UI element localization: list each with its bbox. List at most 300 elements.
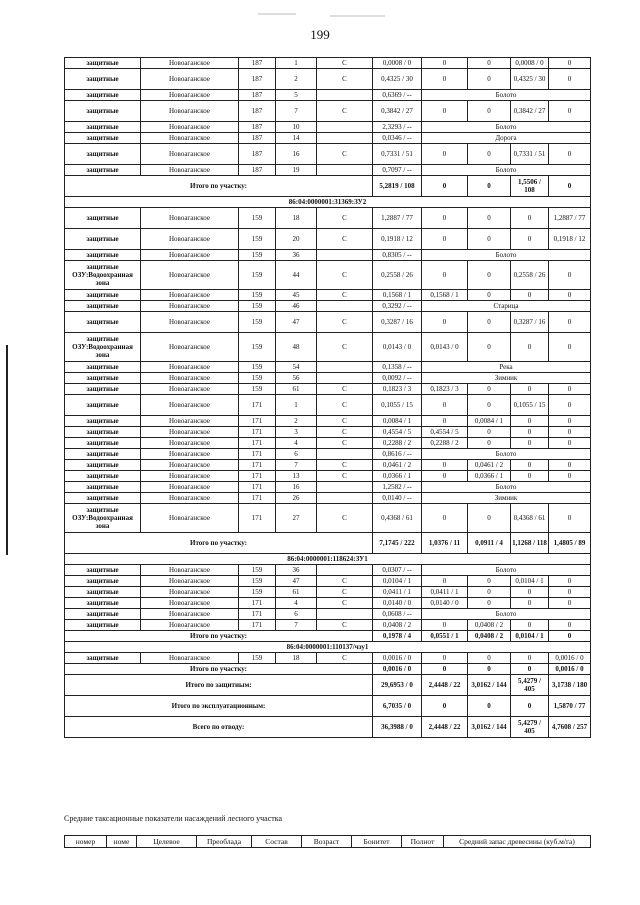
table-cell: 0 <box>422 620 468 631</box>
table-cell: 0,2288 / 2 <box>373 438 422 449</box>
table-cell: С <box>317 416 373 427</box>
table-cell: 0,1358 / -- <box>373 362 422 373</box>
table-cell: 2,3293 / -- <box>373 122 422 133</box>
table-cell: 0,0143 / 0 <box>373 333 422 362</box>
land-type-cell: Зимник <box>422 373 591 384</box>
table-cell: 0 <box>549 312 591 333</box>
table-cell: 0 <box>468 395 511 416</box>
table-cell: 0 <box>422 576 468 587</box>
table-cell <box>317 133 373 144</box>
total-value: 36,3988 / 0 <box>373 717 422 738</box>
table-cell: 0,3287 / 16 <box>511 312 549 333</box>
table-cell: 0,8305 / -- <box>373 250 422 261</box>
table-cell: 0,4325 / 30 <box>373 69 422 90</box>
table-cell: защитные <box>65 312 141 333</box>
table-cell: защитные ОЗУ:Водоохранная зона <box>65 333 141 362</box>
table-cell: защитные <box>65 122 141 133</box>
table-cell: 171 <box>239 449 276 460</box>
table-cell: 0,0092 / -- <box>373 373 422 384</box>
table-cell: 0,1918 / 12 <box>549 229 591 250</box>
table-cell: Новоаганское <box>141 58 239 69</box>
total-label: Итого по участку: <box>65 664 373 675</box>
table-row <box>65 290 591 301</box>
table-cell: защитные <box>65 395 141 416</box>
table-cell: 61 <box>276 587 317 598</box>
total-value: 1,5506 / 108 <box>511 176 549 197</box>
table-cell: 0,4368 / 61 <box>373 504 422 533</box>
table-cell: С <box>317 598 373 609</box>
table-cell: Новоаганское <box>141 416 239 427</box>
table-cell: 171 <box>239 438 276 449</box>
table-cell: Новоаганское <box>141 144 239 165</box>
table-cell: Новоаганское <box>141 565 239 576</box>
table-cell: 0,0408 / 2 <box>468 620 511 631</box>
land-type-cell: Болото <box>422 250 591 261</box>
table-cell: 187 <box>239 101 276 122</box>
table-cell: 0,1918 / 12 <box>373 229 422 250</box>
table-cell <box>317 493 373 504</box>
total-value: 0,0016 / 0 <box>373 664 422 675</box>
table-cell: 171 <box>239 620 276 631</box>
table-row <box>65 565 591 576</box>
table-cell: 0,0084 / 1 <box>373 416 422 427</box>
table-cell: 0 <box>422 504 468 533</box>
table-cell: 0,0008 / 0 <box>511 58 549 69</box>
table-cell: Новоаганское <box>141 609 239 620</box>
land-type-cell: Болото <box>422 449 591 460</box>
table-cell: 0,7331 / 51 <box>373 144 422 165</box>
table-cell: С <box>317 587 373 598</box>
table-cell: 54 <box>276 362 317 373</box>
table-cell <box>317 362 373 373</box>
table-cell: 0,0366 / 1 <box>468 471 511 482</box>
total-value: 3,0162 / 144 <box>468 675 511 696</box>
table-cell: 159 <box>239 333 276 362</box>
table-cell: С <box>317 653 373 664</box>
taxation-header-row <box>65 836 591 848</box>
taxation-header-table <box>64 835 591 848</box>
table-cell: 16 <box>276 144 317 165</box>
table-cell: С <box>317 438 373 449</box>
table-cell: 16 <box>276 482 317 493</box>
total-label: Итого по участку: <box>65 631 373 642</box>
allotment-table <box>64 57 591 738</box>
total-value: 0,0551 / 1 <box>422 631 468 642</box>
table-cell: Новоаганское <box>141 101 239 122</box>
table-cell: 7 <box>276 101 317 122</box>
table-cell: С <box>317 620 373 631</box>
table-row <box>65 165 591 176</box>
table-cell: С <box>317 460 373 471</box>
column-header: номе <box>107 836 137 848</box>
table-cell: 171 <box>239 427 276 438</box>
scan-artifact <box>330 15 385 17</box>
table-cell <box>317 301 373 312</box>
table-cell: защитные ОЗУ:Водоохранная зона <box>65 504 141 533</box>
total-row <box>65 533 591 554</box>
table-cell: 7 <box>276 620 317 631</box>
table-cell: Новоаганское <box>141 427 239 438</box>
table-cell: 0 <box>511 438 549 449</box>
table-cell: 0 <box>549 416 591 427</box>
total-value: 1,1268 / 118 <box>511 533 549 554</box>
table-cell: 0 <box>549 58 591 69</box>
table-cell: 0,0140 / 0 <box>373 598 422 609</box>
total-value: 2,4448 / 22 <box>422 675 468 696</box>
table-cell: 0 <box>468 653 511 664</box>
table-row <box>65 598 591 609</box>
table-cell: 0 <box>549 598 591 609</box>
table-cell: 0 <box>422 395 468 416</box>
table-row <box>65 620 591 631</box>
land-type-cell: Болото <box>422 609 591 620</box>
table-cell: 45 <box>276 290 317 301</box>
table-cell: 0 <box>468 58 511 69</box>
table-cell: 0,1055 / 15 <box>373 395 422 416</box>
table-cell: 48 <box>276 333 317 362</box>
table-row <box>65 69 591 90</box>
table-cell: 0 <box>422 208 468 229</box>
table-row <box>65 438 591 449</box>
table-cell: 0 <box>511 620 549 631</box>
table-cell: защитные <box>65 101 141 122</box>
table-cell: 0 <box>549 395 591 416</box>
table-cell: 3 <box>276 427 317 438</box>
table-cell: 0 <box>468 384 511 395</box>
table-cell: Новоаганское <box>141 576 239 587</box>
table-row <box>65 576 591 587</box>
table-cell: 0 <box>549 333 591 362</box>
table-cell: Новоаганское <box>141 250 239 261</box>
table-cell: защитные <box>65 165 141 176</box>
total-label: Итого по эксплуатационным: <box>65 696 373 717</box>
land-type-cell: Болото <box>422 122 591 133</box>
table-cell: защитные <box>65 144 141 165</box>
table-cell: 187 <box>239 58 276 69</box>
table-cell: защитные <box>65 460 141 471</box>
table-cell: 171 <box>239 460 276 471</box>
table-cell: защитные <box>65 438 141 449</box>
total-value: 1,4805 / 89 <box>549 533 591 554</box>
table-cell: Новоаганское <box>141 373 239 384</box>
total-row <box>65 717 591 738</box>
table-cell: защитные ОЗУ:Водоохранная зона <box>65 261 141 290</box>
land-type-cell: Болото <box>422 482 591 493</box>
column-header: Бонитет <box>352 836 402 848</box>
table-cell: защитные <box>65 58 141 69</box>
table-cell: защитные <box>65 598 141 609</box>
total-value: 0 <box>468 176 511 197</box>
table-cell: С <box>317 384 373 395</box>
table-cell: 0,2558 / 26 <box>373 261 422 290</box>
table-cell: 159 <box>239 261 276 290</box>
table-cell: 0,0140 / 0 <box>422 598 468 609</box>
table-cell: 0 <box>468 598 511 609</box>
table-cell: 0,8616 / -- <box>373 449 422 460</box>
table-cell: 171 <box>239 609 276 620</box>
table-cell: 2 <box>276 416 317 427</box>
table-row <box>65 133 591 144</box>
table-cell: Новоаганское <box>141 493 239 504</box>
table-cell: 0 <box>422 58 468 69</box>
table-cell: 0 <box>549 69 591 90</box>
total-value: 29,6953 / 0 <box>373 675 422 696</box>
cadastral-section-row <box>65 642 591 653</box>
table-cell: 18 <box>276 208 317 229</box>
table-cell: Новоаганское <box>141 261 239 290</box>
total-value: 5,4279 / 405 <box>511 717 549 738</box>
table-cell: 0,3287 / 16 <box>373 312 422 333</box>
column-header: Целевое <box>137 836 197 848</box>
table-cell: 0,6369 / -- <box>373 90 422 101</box>
total-value: 0 <box>549 631 591 642</box>
table-cell: 0 <box>468 438 511 449</box>
cadastral-section-row <box>65 554 591 565</box>
table-cell: защитные <box>65 427 141 438</box>
table-cell: 0,0104 / 1 <box>373 576 422 587</box>
total-value: 0 <box>422 664 468 675</box>
table-cell <box>317 250 373 261</box>
table-cell: защитные <box>65 482 141 493</box>
total-label: Итого по участку: <box>65 533 373 554</box>
scan-artifact <box>258 13 296 15</box>
land-type-cell: Болото <box>422 165 591 176</box>
table-cell: защитные <box>65 416 141 427</box>
column-header: номер <box>65 836 107 848</box>
table-cell: 4 <box>276 438 317 449</box>
total-row <box>65 675 591 696</box>
table-cell: С <box>317 471 373 482</box>
table-cell: 0,7097 / -- <box>373 165 422 176</box>
table-cell: 46 <box>276 301 317 312</box>
table-cell: 0 <box>468 290 511 301</box>
table-cell: 0,0411 / 1 <box>373 587 422 598</box>
table-cell: 171 <box>239 482 276 493</box>
land-type-cell: Дорога <box>422 133 591 144</box>
total-value: 0 <box>511 664 549 675</box>
total-value: 0 <box>511 696 549 717</box>
table-cell <box>317 449 373 460</box>
column-header: Преоблада <box>197 836 252 848</box>
table-cell: 47 <box>276 576 317 587</box>
table-cell: 0,4554 / 5 <box>373 427 422 438</box>
table-cell: защитные <box>65 384 141 395</box>
total-value: 1,5870 / 77 <box>549 696 591 717</box>
table-cell: защитные <box>65 69 141 90</box>
table-row <box>65 384 591 395</box>
table-cell: защитные <box>65 576 141 587</box>
table-cell: Новоаганское <box>141 504 239 533</box>
table-cell: 0 <box>511 208 549 229</box>
total-value: 0,1978 / 4 <box>373 631 422 642</box>
table-cell: 0 <box>511 427 549 438</box>
table-cell: 0 <box>511 333 549 362</box>
table-cell: 159 <box>239 373 276 384</box>
table-cell: С <box>317 312 373 333</box>
table-cell: Новоаганское <box>141 69 239 90</box>
table-cell: С <box>317 101 373 122</box>
table-cell: 0 <box>549 438 591 449</box>
footnote: Средние таксационные показатели насаждений лесного участка <box>64 814 283 823</box>
table-cell: 0 <box>422 653 468 664</box>
total-value: 1,0376 / 11 <box>422 533 468 554</box>
table-cell: 187 <box>239 133 276 144</box>
table-cell: С <box>317 576 373 587</box>
table-cell: 171 <box>239 471 276 482</box>
table-cell: 159 <box>239 312 276 333</box>
table-cell: Новоаганское <box>141 460 239 471</box>
table-row <box>65 609 591 620</box>
table-cell: 1,2887 / 77 <box>549 208 591 229</box>
table-cell: 0 <box>549 471 591 482</box>
table-cell: защитные <box>65 373 141 384</box>
table-cell: 0,0104 / 1 <box>511 576 549 587</box>
total-row <box>65 631 591 642</box>
table-cell: 171 <box>239 598 276 609</box>
table-cell: 0,0016 / 0 <box>549 653 591 664</box>
table-cell: Новоаганское <box>141 395 239 416</box>
table-cell: С <box>317 290 373 301</box>
table-cell <box>317 122 373 133</box>
table-row <box>65 312 591 333</box>
table-cell: 4 <box>276 598 317 609</box>
table-cell: 0,0140 / -- <box>373 493 422 504</box>
total-label: Итого по участку: <box>65 176 373 197</box>
table-cell: Новоаганское <box>141 449 239 460</box>
table-cell: Новоаганское <box>141 438 239 449</box>
cadastral-section-row <box>65 197 591 208</box>
table-cell: Новоаганское <box>141 301 239 312</box>
table-cell <box>317 565 373 576</box>
total-label: Итого по защитным: <box>65 675 373 696</box>
land-type-cell: Болото <box>422 90 591 101</box>
table-cell: 0,0411 / 1 <box>422 587 468 598</box>
table-row <box>65 482 591 493</box>
table-cell: 13 <box>276 471 317 482</box>
table-cell: 0 <box>549 576 591 587</box>
table-cell: Новоаганское <box>141 312 239 333</box>
table-row <box>65 460 591 471</box>
table-cell: 0,4554 / 5 <box>422 427 468 438</box>
column-header: Средний запас древесины (куб.м/га) <box>444 836 591 848</box>
table-cell: Новоаганское <box>141 165 239 176</box>
table-cell: С <box>317 229 373 250</box>
table-cell: 0 <box>549 620 591 631</box>
table-cell: 0 <box>422 144 468 165</box>
table-cell: 0 <box>468 427 511 438</box>
table-cell: 0 <box>468 333 511 362</box>
table-cell: 0 <box>511 598 549 609</box>
table-row <box>65 362 591 373</box>
page-number: 199 <box>310 27 330 42</box>
table-cell: 0,1823 / 3 <box>422 384 468 395</box>
table-cell: 0,0016 / 0 <box>373 653 422 664</box>
table-cell: 171 <box>239 395 276 416</box>
table-cell: 0 <box>468 261 511 290</box>
table-cell: 0,1568 / 1 <box>422 290 468 301</box>
table-cell: 0 <box>511 384 549 395</box>
table-cell: Новоаганское <box>141 90 239 101</box>
table-cell: 0,0608 / -- <box>373 609 422 620</box>
table-row <box>65 427 591 438</box>
table-cell: 171 <box>239 493 276 504</box>
table-cell: 0,4325 / 30 <box>511 69 549 90</box>
table-cell: Новоаганское <box>141 333 239 362</box>
table-cell: 159 <box>239 229 276 250</box>
table-cell: 187 <box>239 69 276 90</box>
table-cell: Новоаганское <box>141 122 239 133</box>
table-cell: 0 <box>511 653 549 664</box>
table-cell <box>317 90 373 101</box>
table-cell: 1,2887 / 77 <box>373 208 422 229</box>
table-cell: защитные <box>65 493 141 504</box>
table-cell: 0,3292 / -- <box>373 301 422 312</box>
table-cell: 0 <box>422 69 468 90</box>
total-value: 0 <box>549 176 591 197</box>
table-cell: С <box>317 58 373 69</box>
table-cell: 0 <box>549 101 591 122</box>
table-cell: 0 <box>422 471 468 482</box>
table-cell: защитные <box>65 587 141 598</box>
table-row <box>65 587 591 598</box>
table-cell: 0 <box>511 229 549 250</box>
table-row <box>65 333 591 362</box>
table-cell: 0 <box>549 261 591 290</box>
table-cell: 0 <box>468 576 511 587</box>
table-cell: 0 <box>422 229 468 250</box>
table-cell: 27 <box>276 504 317 533</box>
table-cell: 20 <box>276 229 317 250</box>
total-value: 0 <box>422 176 468 197</box>
allotment-table-body <box>65 58 591 738</box>
table-cell: защитные <box>65 653 141 664</box>
table-cell: С <box>317 208 373 229</box>
table-row <box>65 101 591 122</box>
total-row <box>65 176 591 197</box>
table-cell: 0,0461 / 2 <box>468 460 511 471</box>
table-cell <box>317 609 373 620</box>
total-value: 4,7608 / 257 <box>549 717 591 738</box>
table-cell: 159 <box>239 362 276 373</box>
table-cell: 6 <box>276 449 317 460</box>
total-value: 7,1745 / 222 <box>373 533 422 554</box>
table-cell: Новоаганское <box>141 229 239 250</box>
table-cell: 26 <box>276 493 317 504</box>
table-cell: Новоаганское <box>141 384 239 395</box>
cadastral-number: 86:04:0000001:110137/чзу1 <box>65 642 591 653</box>
table-cell: 0 <box>422 312 468 333</box>
table-cell: 0,7331 / 51 <box>511 144 549 165</box>
binding-edge-line <box>6 345 8 555</box>
table-cell: 5 <box>276 90 317 101</box>
table-cell: 0 <box>422 460 468 471</box>
table-cell: 159 <box>239 384 276 395</box>
table-cell: 19 <box>276 165 317 176</box>
cadastral-number: 86:04:0000001:31369:ЗУ2 <box>65 197 591 208</box>
table-cell: 0 <box>549 504 591 533</box>
table-cell: Новоаганское <box>141 482 239 493</box>
table-cell: 159 <box>239 576 276 587</box>
land-type-cell: Река <box>422 362 591 373</box>
cadastral-number: 86:04:0000001:118624:ЗУ1 <box>65 554 591 565</box>
table-cell <box>317 482 373 493</box>
table-cell: Новоаганское <box>141 598 239 609</box>
table-cell: 0 <box>549 384 591 395</box>
table-cell: 0 <box>549 290 591 301</box>
table-cell: 0 <box>468 69 511 90</box>
table-cell: защитные <box>65 229 141 250</box>
table-cell: 61 <box>276 384 317 395</box>
